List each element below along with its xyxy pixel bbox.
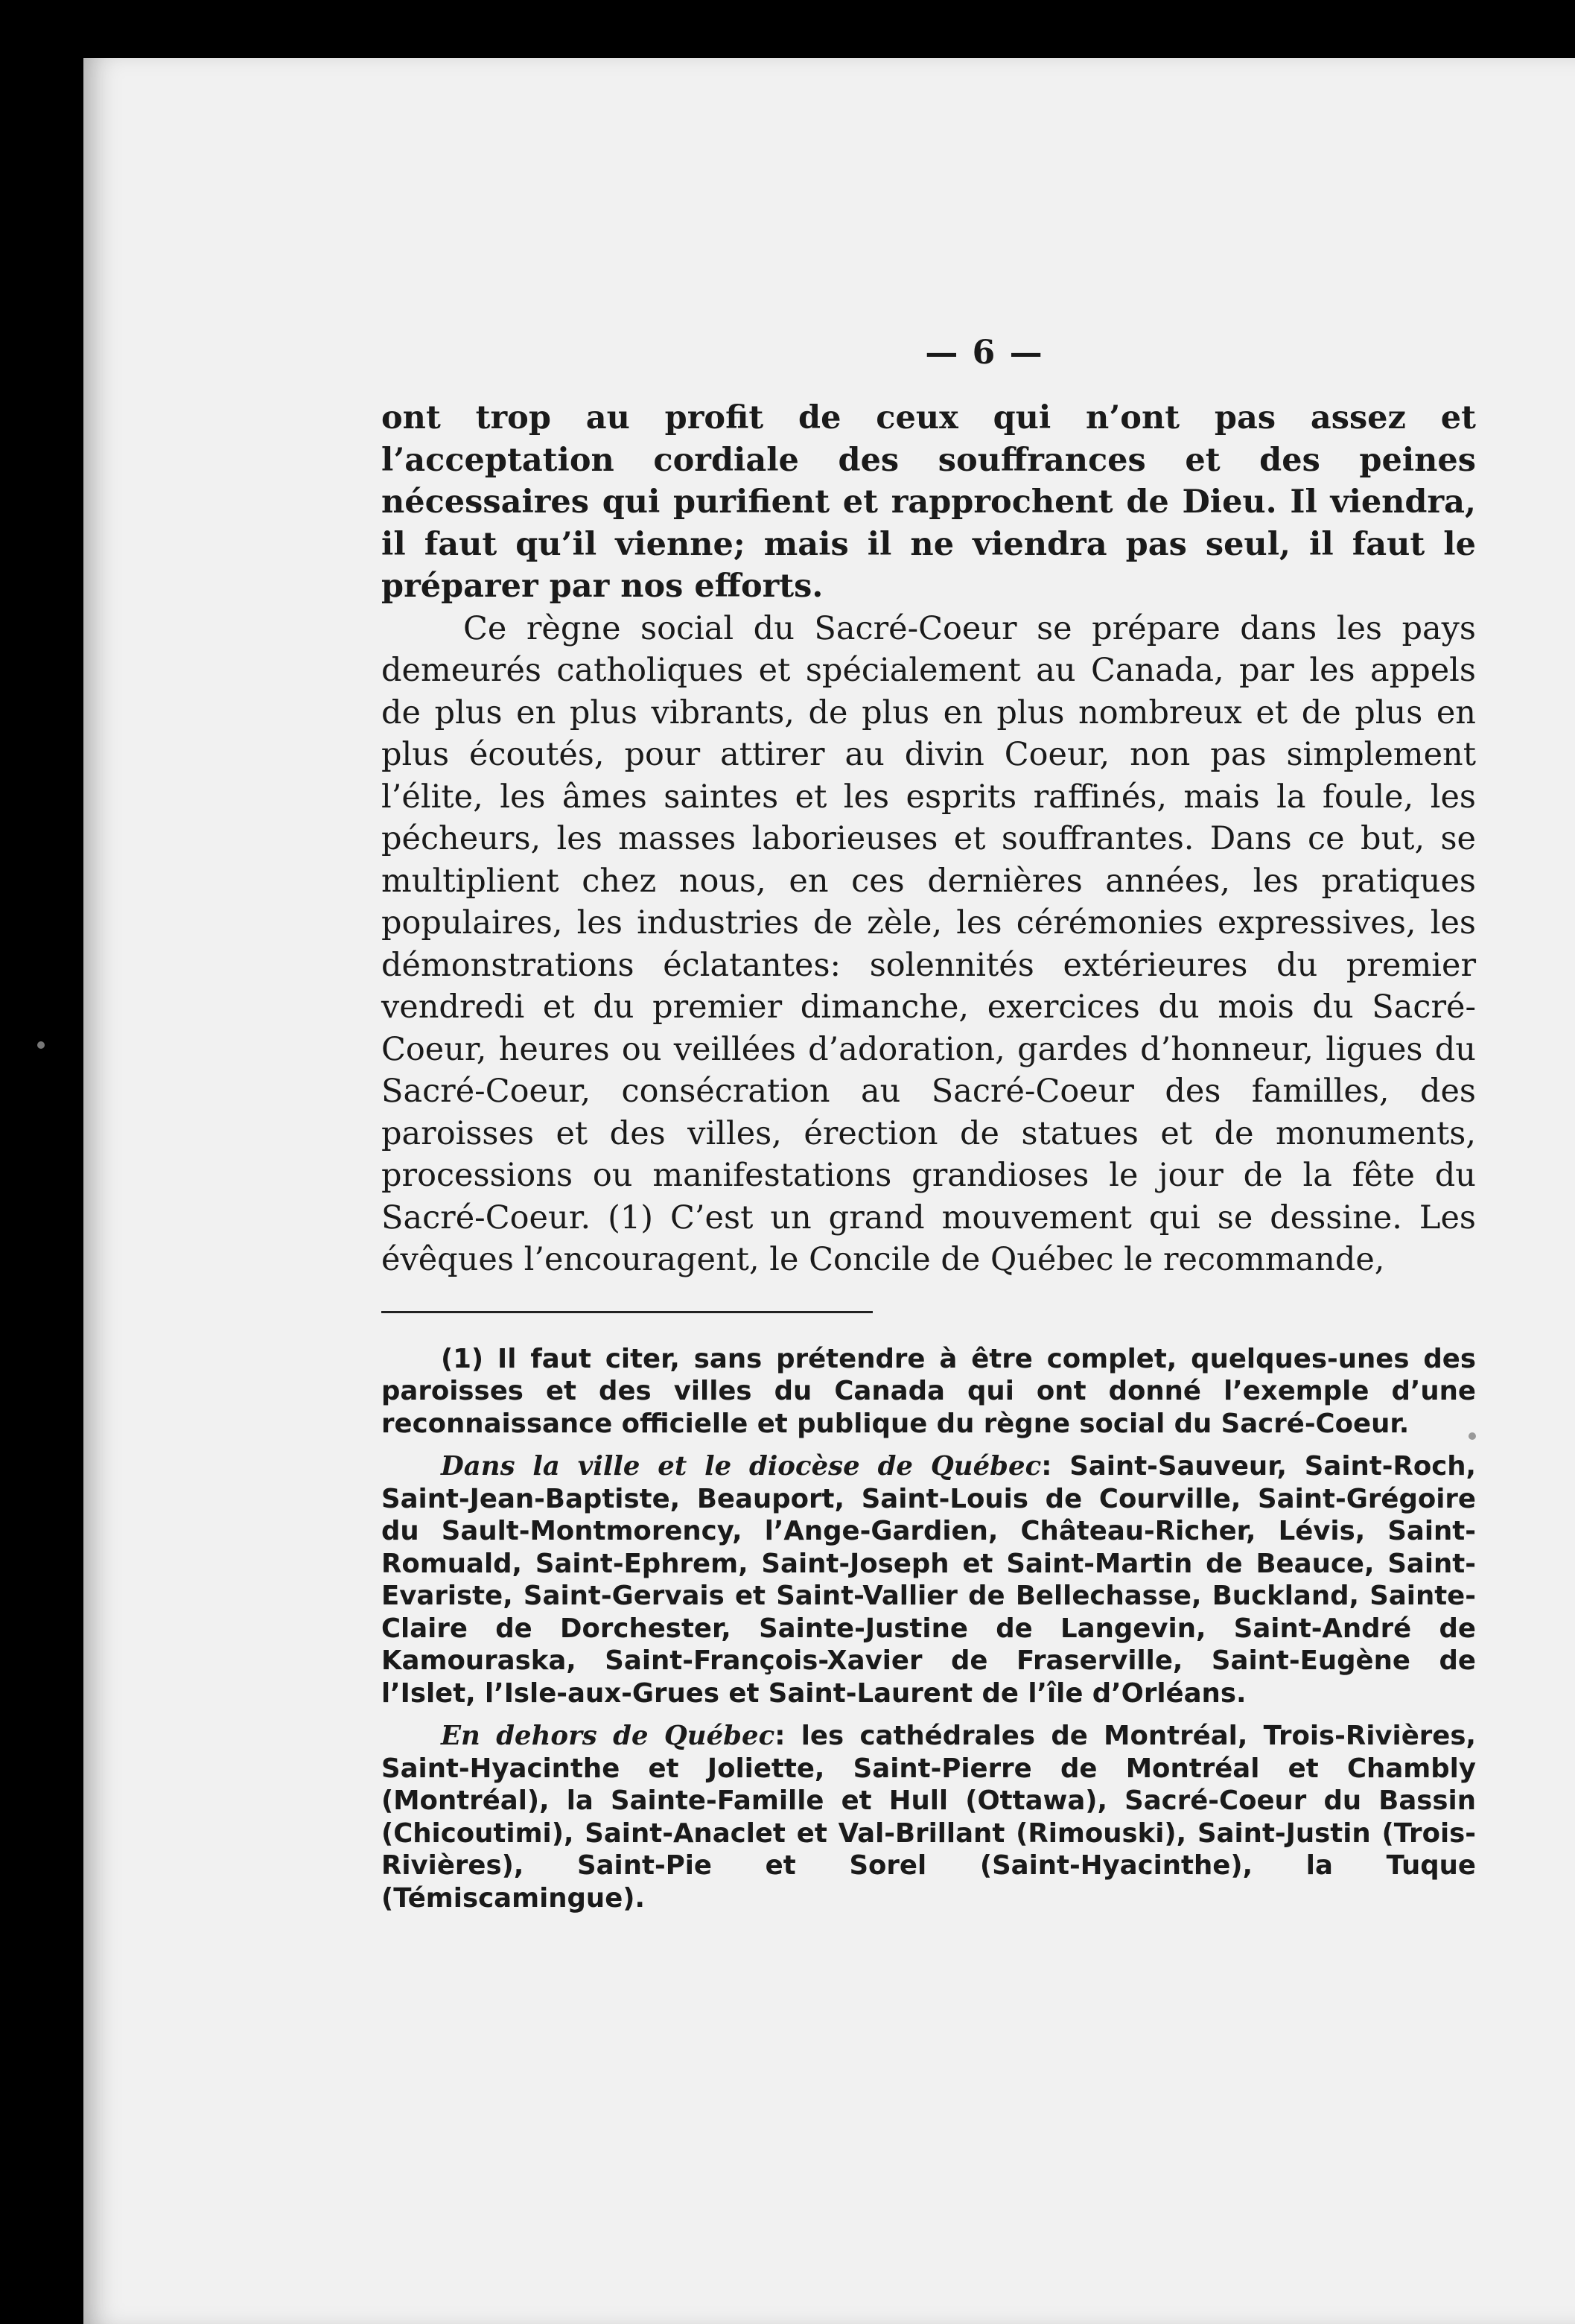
footnotes — [381, 1343, 1476, 1915]
footnote-outside-heading: En dehors de Québec — [441, 1721, 775, 1751]
paragraph-2: Ce règne social du Sacré-Coeur se prépare dans les pays demeurés catholiques et spécialement au Canada, par les appels de plus en plus vibrants, de plus en plus nombreux et de plus en plus écoutés, pour attirer au divin Coeur, non pas simplement l’élite, les âmes saintes et les esprits raffinés, mais la foule, les pécheurs, les masses laborieuses et souffrantes. Dans ce but, se multiplient chez nous, en ces dernières années, les pratiques populaires, les industries de zèle, les cérémonies expressives, les démonstrations éclatantes: solennités extérieures du premier vendredi et du premier dimanche, exercices du mois du Sacré-Coeur, heures ou veillées d’adoration, gardes d’honneur, ligues du Sacré-Coeur, consécration au Sacré-Coeur des familles, des paroisses et des villes, érection de statues et de monuments, processions ou manifestations grandioses le jour de la fête du Sacré-Coeur. (1) C’est un grand mouvement qui se dessine. Les évêques l’encouragent, le Concile de Québec le recommande, — [381, 609, 1476, 1278]
footnote-quebec-text: : Saint-Sauveur, Saint-Roch, Saint-Jean-Baptiste, Beauport, Saint-Louis de Courville, Saint-Grégoire du Sault-Montmorency, l’Ange-Gardien, Château-Richer, Lévis, Saint-Romuald, Saint-Ephrem, Saint-Joseph et Saint-Martin de Beauce, Saint-Evariste, Saint-Gervais et Saint-Vallier de Bellechasse, Buckland, Sainte-Claire de Dorchester, Sainte-Justine de Langevin, Saint-André de Kamouraska, Saint-François-Xavier de Fraserville, Saint-Eugène de l’Islet, l’Isle-aux-Grues et Saint-Laurent de l’île d’Orléans. — [381, 1451, 1477, 1709]
footnote-1: (1) Il faut citer, sans prétendre à être complet, quelques-unes des paroisses et des villes du Canada qui ont donné l’exemple d’une reconnaissance officielle et publique du règne social du Sacré-Coeur. — [381, 1343, 1476, 1439]
page-number: — 6 — — [925, 334, 1044, 372]
scanned-page — [83, 58, 1575, 2324]
footnote-quebec — [381, 1450, 1476, 1709]
page-content — [381, 334, 1476, 1925]
scan-speck — [37, 1041, 45, 1049]
body-text — [381, 397, 1476, 1281]
footnote-outside-text: : les cathédrales de Montréal, Trois-Rivières, Saint-Hyacinthe et Joliette, Saint-Pierre de Montréal et Chambly (Montréal), la Sainte-Famille et Hull (Ottawa), Sacré-Coeur du Bassin (Chicoutimi), Saint-Anaclet et Val-Brillant (Rimouski), Saint-Justin (Trois-Rivières), Saint-Pie et Sorel (Saint-Hyacinthe), la Tuque (Témiscamingue). — [381, 1721, 1476, 1914]
footnote-quebec-heading: Dans la ville et le diocèse de Québec — [441, 1451, 1042, 1482]
paragraph-1: ont trop au profit de ceux qui n’ont pas assez et l’acceptation cordiale des souffrances et des peines nécessaires qui purifient et rapprochent de Dieu. Il viendra, il faut qu’il vienne; mais il ne viendra pas seul, il faut le préparer par nos efforts. — [381, 399, 1476, 605]
footnote-separator — [381, 1311, 873, 1313]
footnote-outside-quebec — [381, 1720, 1476, 1914]
